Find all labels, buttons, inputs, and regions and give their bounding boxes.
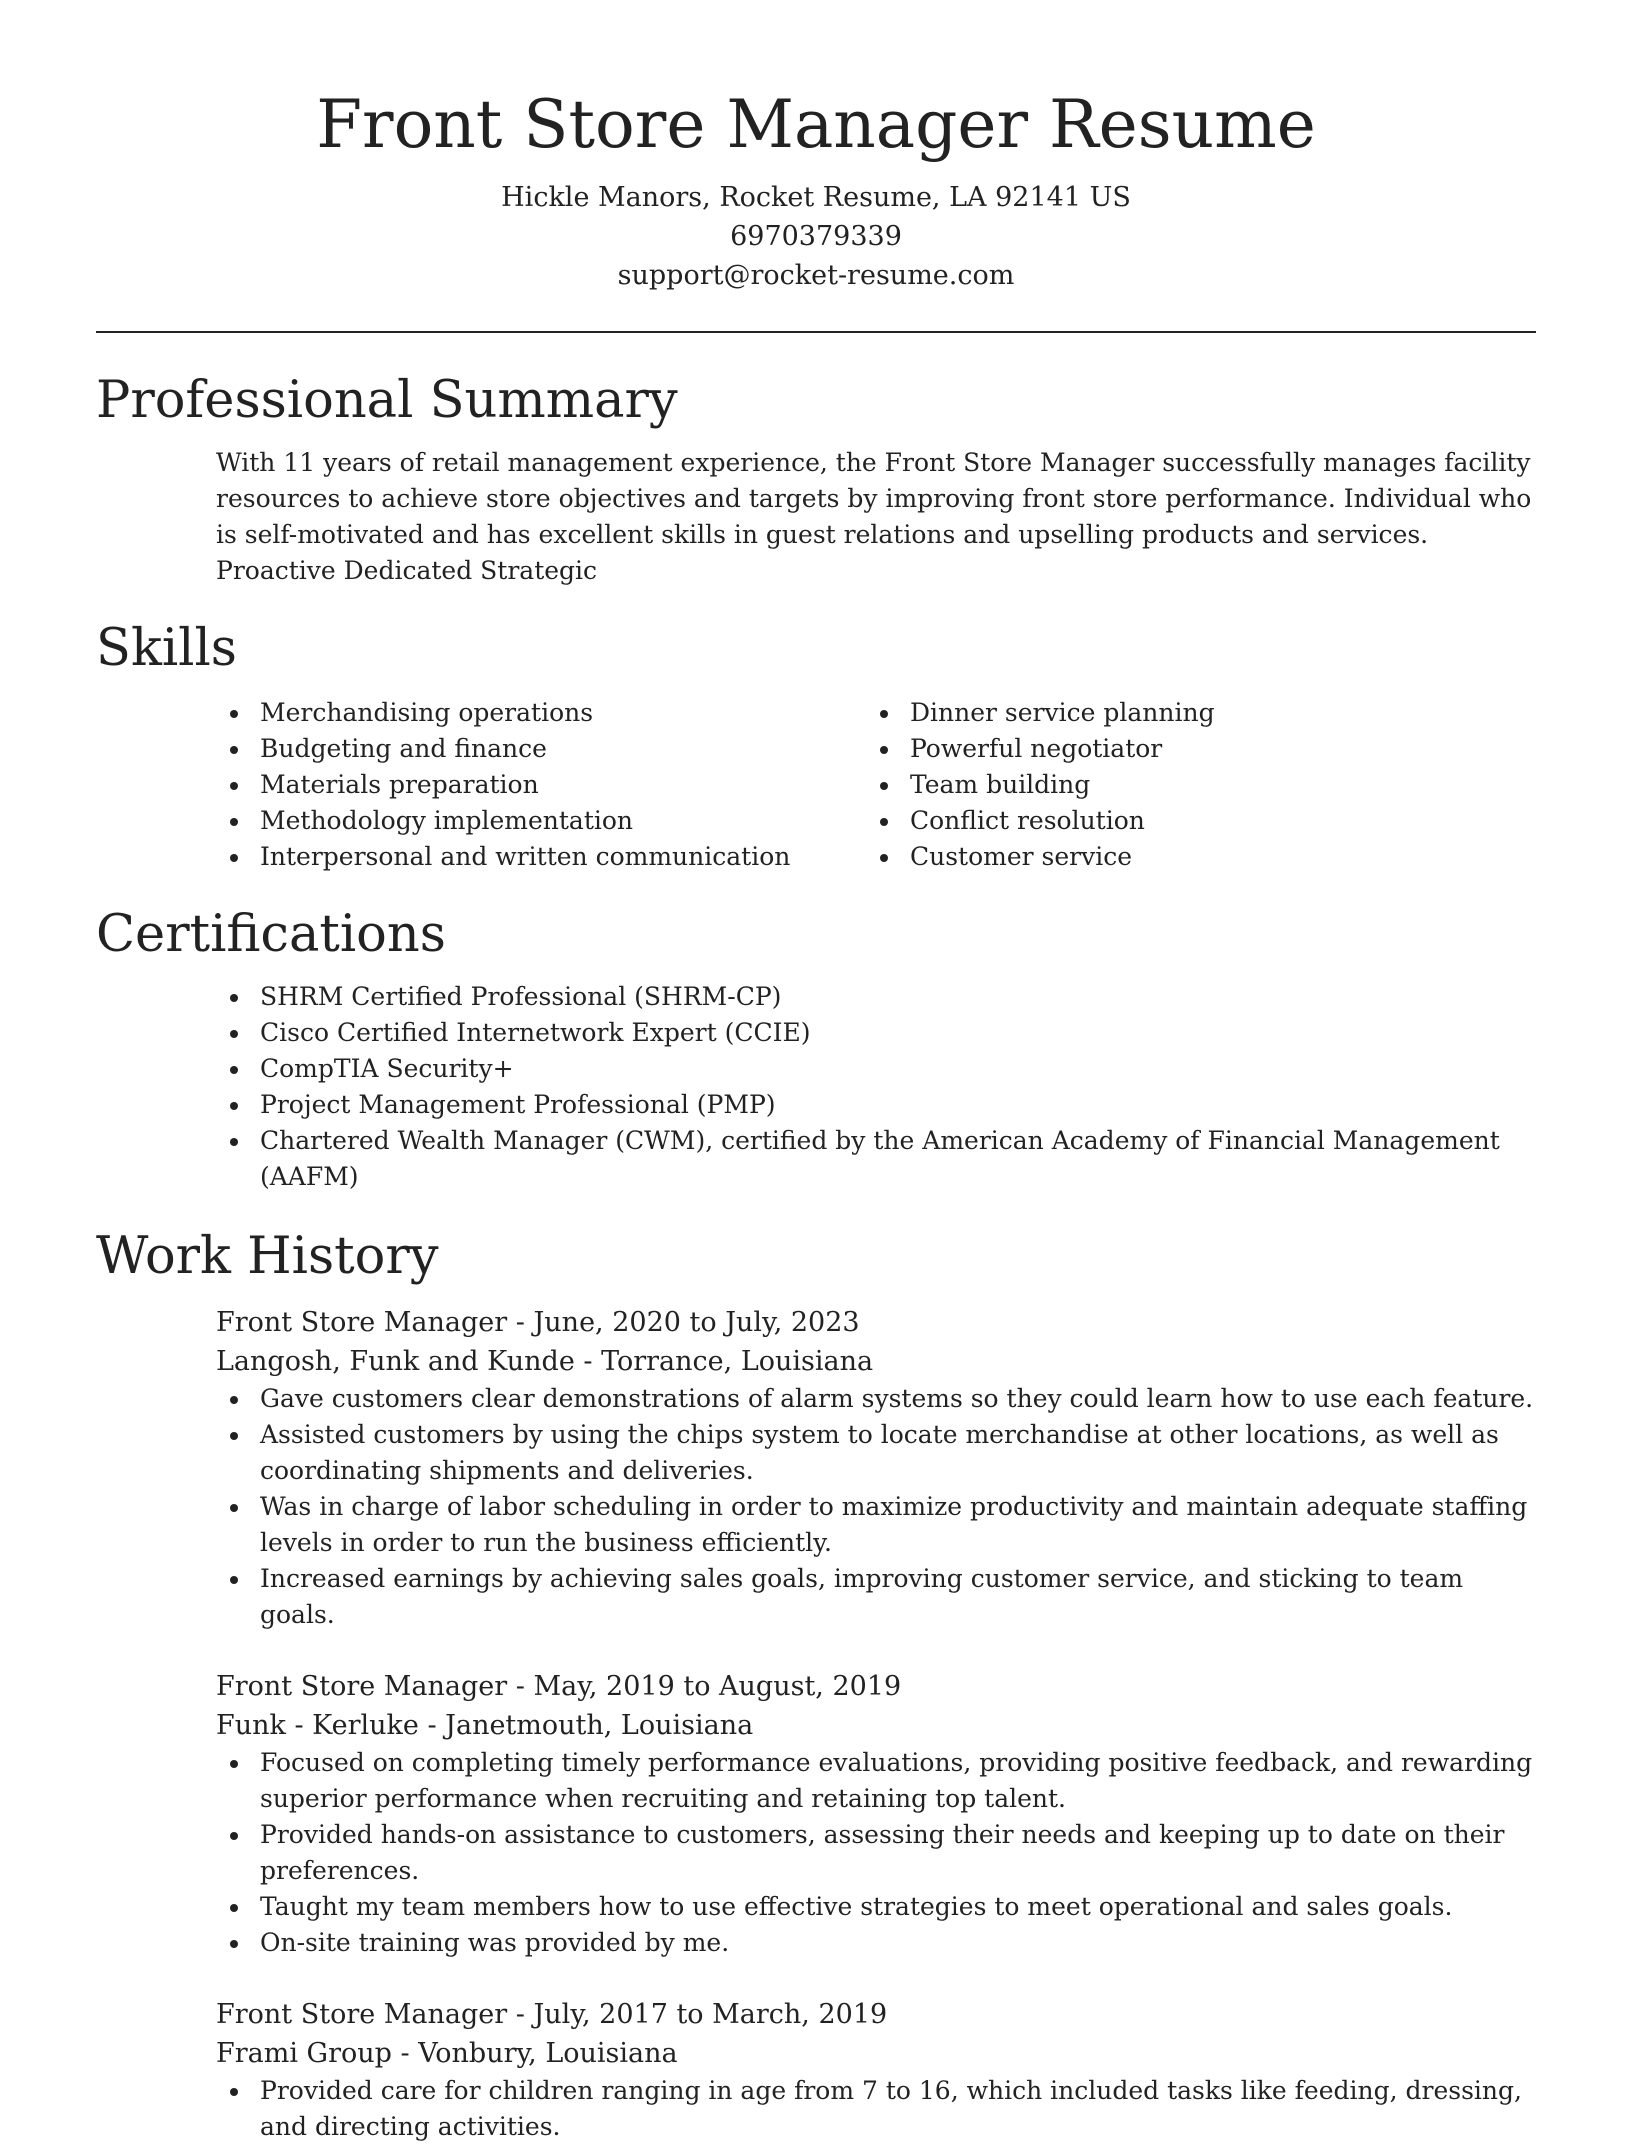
skills-column-right	[866, 695, 1516, 875]
job-duty-item: Provided care for children ranging in age from 7 to 16, which included tasks like feeding, dressing, and directing activities.	[260, 2073, 1536, 2145]
job-title-dates: Front Store Manager - June, 2020 to July, 2023	[216, 1307, 860, 1338]
job-title-dates: Front Store Manager - July, 2017 to March, 2019	[216, 1999, 888, 2030]
skills-grid	[216, 695, 1536, 875]
skill-item: Materials preparation	[260, 767, 866, 803]
skill-item: Methodology implementation	[260, 803, 866, 839]
skill-item: Interpersonal and written communication	[260, 839, 866, 875]
job-duty-item: Gave customers clear demonstrations of alarm systems so they could learn how to use each feature.	[260, 1381, 1536, 1417]
certifications-section	[96, 903, 1536, 1195]
certifications-heading: Certifications	[96, 905, 446, 964]
job-duty-item: Taught my team members how to use effective strategies to meet operational and sales goals.	[260, 1889, 1536, 1925]
certifications-list	[216, 979, 1536, 1195]
job-company-location: Langosh, Funk and Kunde - Torrance, Louisiana	[216, 1346, 874, 1377]
skills-section	[96, 617, 1536, 875]
job-duty-item: Was in charge of labor scheduling in order to maximize productivity and maintain adequate staffing levels in order to run the business efficiently.	[260, 1489, 1536, 1561]
certification-item: Chartered Wealth Manager (CWM), certified by the American Academy of Financial Management (AAFM)	[260, 1123, 1536, 1195]
skills-column-left	[216, 695, 866, 875]
contact-email: support@rocket-resume.com	[617, 260, 1015, 291]
header-divider	[96, 331, 1536, 333]
job-duty-item: Increased earnings by achieving sales goals, improving customer service, and sticking to team goals.	[260, 1561, 1536, 1633]
job-entry	[216, 1995, 1536, 2145]
certification-item: Cisco Certified Internetwork Expert (CCIE)	[260, 1015, 1536, 1051]
job-company-location: Frami Group - Vonbury, Louisiana	[216, 2038, 678, 2069]
job-duty-item: On-site training was provided by me.	[260, 1925, 1536, 1961]
skill-item: Dinner service planning	[910, 695, 1516, 731]
skill-item: Merchandising operations	[260, 695, 866, 731]
job-duties-list	[216, 1381, 1536, 1633]
resume-page	[96, 0, 1536, 2145]
skill-item: Team building	[910, 767, 1516, 803]
job-duties-list	[216, 2073, 1536, 2145]
contact-phone: 6970379339	[730, 221, 902, 252]
summary-section	[96, 369, 1536, 589]
skill-item: Conflict resolution	[910, 803, 1516, 839]
summary-text: With 11 years of retail management experience, the Front Store Manager successfully manages facility resources to achieve store objectives and targets by improving front store performance. Individual who is self-motivated and has excellent skills in guest relations and upselling products and services. Proactive Dedicated Strategic	[216, 448, 1532, 585]
job-duty-item: Focused on completing timely performance evaluations, providing positive feedback, and rewarding superior performance when recruiting and retaining top talent.	[260, 1745, 1536, 1817]
skills-heading: Skills	[96, 619, 237, 678]
job-company-location: Funk - Kerluke - Janetmouth, Louisiana	[216, 1710, 754, 1741]
job-duty-item: Provided hands-on assistance to customers, assessing their needs and keeping up to date on their preferences.	[260, 1817, 1536, 1889]
resume-title: Front Store Manager Resume	[316, 86, 1316, 163]
job-title-dates: Front Store Manager - May, 2019 to August, 2019	[216, 1671, 902, 1702]
job-duty-item: Assisted customers by using the chips system to locate merchandise at other locations, as well as coordinating shipments and deliveries.	[260, 1417, 1536, 1489]
contact-address: Hickle Manors, Rocket Resume, LA 92141 US	[501, 182, 1131, 213]
skill-item: Powerful negotiator	[910, 731, 1516, 767]
job-entry	[216, 1667, 1536, 1961]
contact-block	[96, 178, 1536, 295]
certifications-list-wrap	[216, 979, 1536, 1195]
resume-header	[96, 0, 1536, 295]
job-entry	[216, 1303, 1536, 1633]
certification-item: CompTIA Security+	[260, 1051, 1536, 1087]
skill-item: Budgeting and finance	[260, 731, 866, 767]
certification-item: Project Management Professional (PMP)	[260, 1087, 1536, 1123]
summary-heading: Professional Summary	[96, 371, 678, 430]
certification-item: SHRM Certified Professional (SHRM-CP)	[260, 979, 1536, 1015]
skills-list-left	[216, 695, 866, 875]
work-history-section	[96, 1225, 1536, 2145]
skill-item: Customer service	[910, 839, 1516, 875]
work-history-heading: Work History	[96, 1227, 439, 1286]
skills-list-right	[866, 695, 1516, 875]
job-duties-list	[216, 1745, 1536, 1961]
